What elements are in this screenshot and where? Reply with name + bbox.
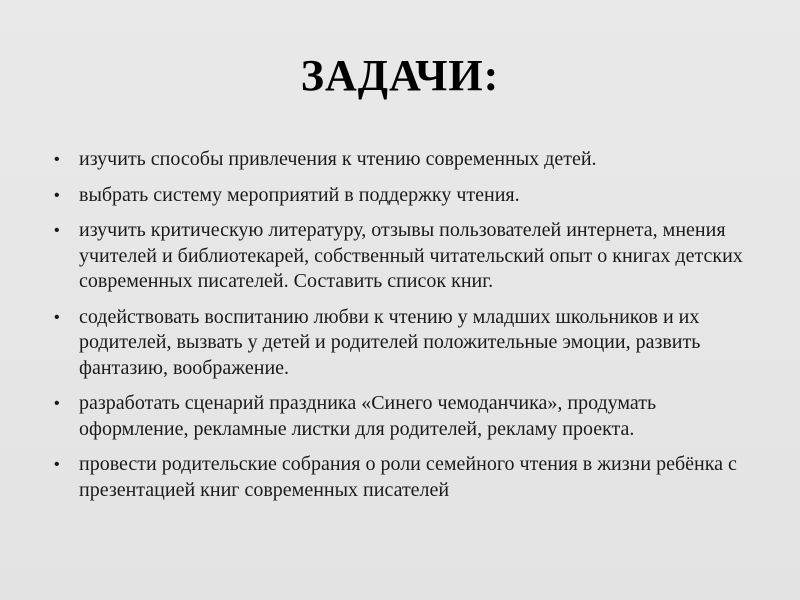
task-text: провести родительские собрания о роли семейного чтения в жизни ребёнка с презентацией книг современных писателей bbox=[79, 453, 737, 501]
task-item bbox=[50, 147, 762, 173]
bullet-icon: • bbox=[54, 151, 60, 168]
task-text: изучить критическую литературу, отзывы пользователей интернета, мнения учителей и библиотекарей, собственный читательский опыт о книгах детских современных писателей. Составить список книг. bbox=[79, 219, 743, 292]
task-item bbox=[50, 183, 762, 209]
bullet-icon: • bbox=[54, 395, 60, 412]
bullet-icon: • bbox=[54, 186, 60, 204]
task-text: содействовать воспитанию любви к чтению у младших школьников и их родителей, вызвать у детей и родителей положительные эмоции, развить фантазию, воображение. bbox=[79, 305, 701, 379]
task-text: разработать сценарий праздника «Синего чемоданчика», продумать оформление, рекламные листки для родителей, рекламу проекта. bbox=[79, 392, 657, 440]
bullet-icon: • bbox=[54, 456, 60, 473]
bullet-icon: • bbox=[54, 308, 60, 326]
task-item bbox=[50, 218, 762, 295]
slide-title: ЗАДАЧИ: bbox=[300, 51, 500, 100]
task-list bbox=[50, 147, 762, 513]
task-text: изучить способы привлечения к чтению современных детей. bbox=[79, 148, 597, 170]
task-text: выбрать систему мероприятий в поддержку чтения. bbox=[79, 183, 520, 206]
bullet-icon: • bbox=[54, 222, 60, 239]
task-item bbox=[50, 452, 762, 503]
task-item bbox=[50, 305, 762, 382]
task-item bbox=[50, 391, 762, 442]
